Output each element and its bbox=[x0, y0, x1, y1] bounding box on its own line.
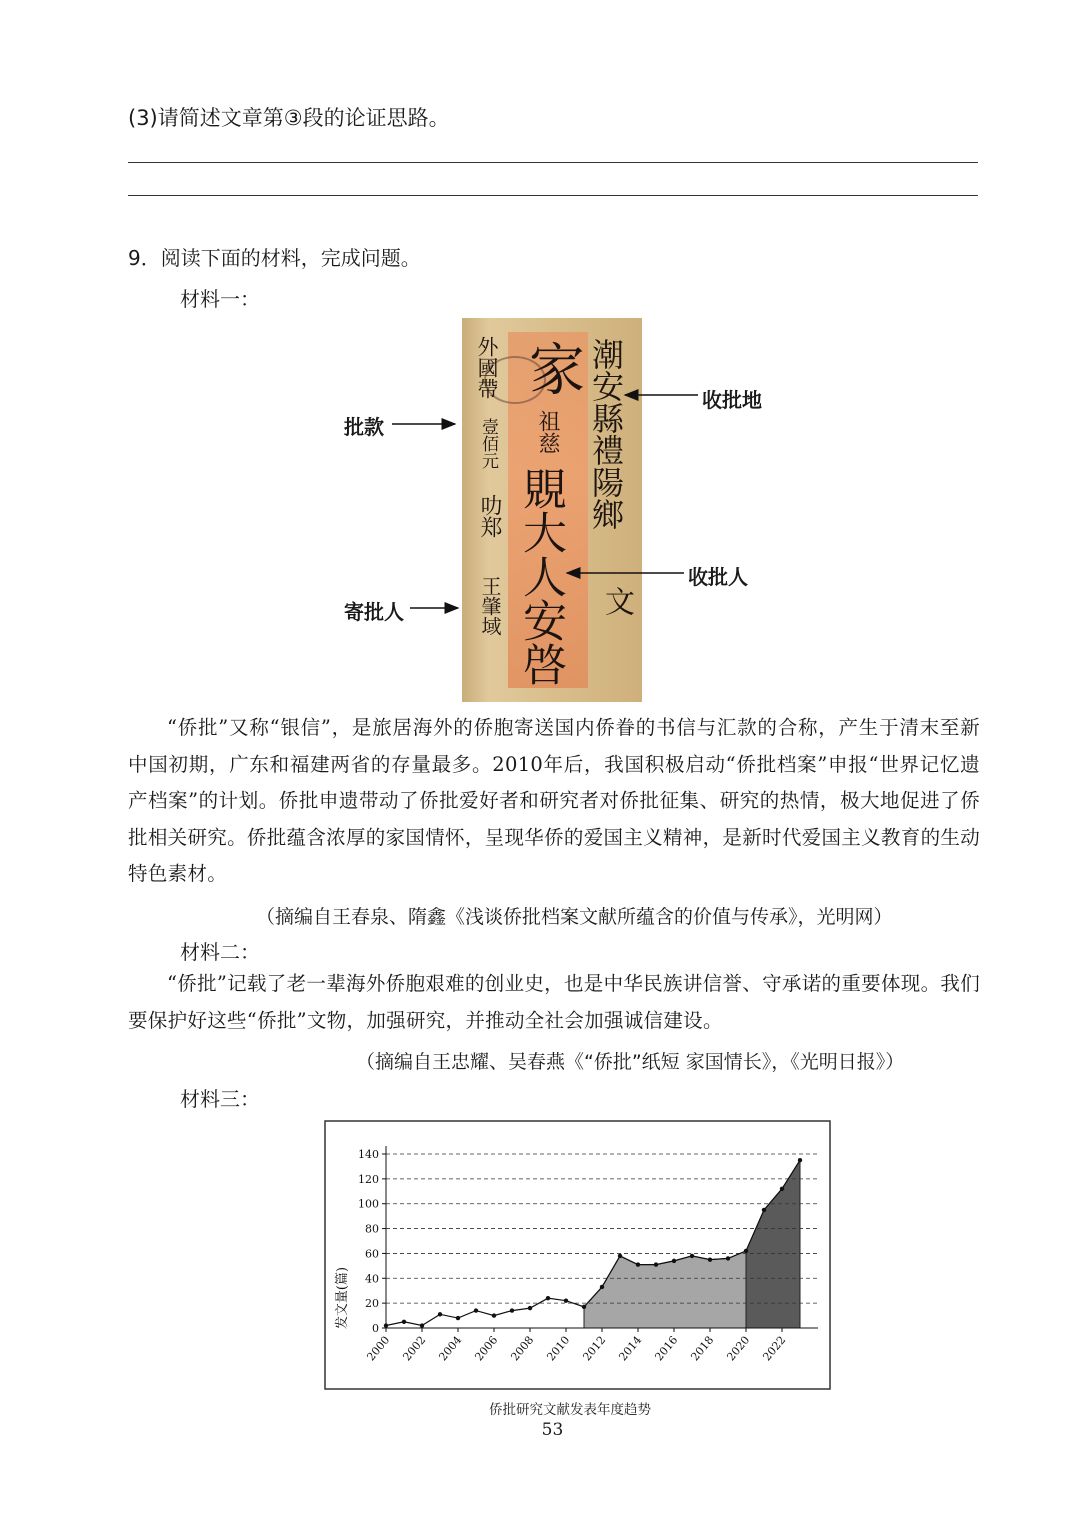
chart-xtick-label: 2010 bbox=[544, 1333, 573, 1364]
chart-data-point bbox=[582, 1305, 586, 1309]
chart-data-point bbox=[636, 1262, 640, 1266]
annotation-recipient: 收批人 bbox=[688, 565, 748, 589]
chart-data-point bbox=[546, 1296, 550, 1300]
chart-xtick-label: 2018 bbox=[688, 1333, 717, 1364]
chart-xtick-label: 2006 bbox=[472, 1333, 501, 1364]
question-3: (3)请简述文章第③段的论证思路。 bbox=[128, 106, 450, 130]
annotation-arrows bbox=[0, 0, 1080, 720]
chart-data-point bbox=[438, 1312, 442, 1316]
letter-col-left-amount: 壹佰元 bbox=[478, 418, 498, 469]
chart-data-point bbox=[456, 1316, 460, 1320]
material-2-text: “侨批”记载了老一辈海外侨胞艰难的创业史，也是中华民族讲信誉、守承诺的重要体现。我们要保护好这些“侨批”文物，加强研究，并推动全社会加强诚信建设。 bbox=[128, 972, 980, 1032]
letter-col-left-name: 王肇域 bbox=[478, 576, 502, 636]
material-2-source: （摘编自王忠耀、吴春燕《“侨批”纸短 家国情长》，《光明日报》） bbox=[356, 1051, 905, 1073]
chart-data-point bbox=[492, 1313, 496, 1317]
chart-data-point bbox=[600, 1285, 604, 1289]
chart-data-point bbox=[528, 1306, 532, 1310]
chart-data-point bbox=[744, 1249, 748, 1253]
material-2-paragraph bbox=[128, 966, 980, 1039]
chart-data-point bbox=[654, 1262, 658, 1266]
chart-data-point bbox=[474, 1308, 478, 1312]
annotation-remittance: 批款 bbox=[344, 415, 384, 439]
chart-xtick-label: 2022 bbox=[760, 1333, 789, 1364]
question-9: 9．阅读下面的材料，完成问题。 bbox=[128, 246, 421, 270]
chart-ytick-label: 80 bbox=[365, 1222, 379, 1236]
chart-data-point bbox=[510, 1308, 514, 1312]
annotation-sender: 寄批人 bbox=[344, 600, 404, 624]
chart-xtick-label: 2004 bbox=[436, 1333, 465, 1364]
letter-col-left-bottom: 叻郑 bbox=[477, 494, 502, 538]
chart-ytick-label: 140 bbox=[358, 1148, 379, 1161]
chart-xtick-label: 2016 bbox=[652, 1333, 681, 1364]
chart-xtick-label: 2014 bbox=[616, 1333, 645, 1364]
chart-data-point bbox=[402, 1320, 406, 1324]
chart-ytick-label: 100 bbox=[358, 1197, 379, 1211]
material-1-text: “侨批”又称“银信”，是旅居海外的侨胞寄送国内侨眷的书信与汇款的合称，产生于清末至新中国初期，广东和福建两省的存量最多。2010年后，我国积极启动“侨批档案”申报“世界记忆遗产档案”的计划。侨批申遗带动了侨批爱好者和研究者对侨批征集、研究的热情，极大地促进了侨批相关研究。侨批蕴含浓厚的家国情怀，呈现华侨的爱国主义精神，是新时代爱国主义教育的生动特色素材。 bbox=[128, 716, 980, 885]
chart-data-point bbox=[564, 1298, 568, 1302]
material-1-label: 材料一： bbox=[180, 287, 260, 311]
chart-caption: 侨批研究文献发表年度趋势 bbox=[489, 1402, 651, 1418]
material-3-label: 材料三： bbox=[180, 1087, 260, 1111]
chart-ytick-label: 0 bbox=[372, 1322, 379, 1335]
chart-data-point bbox=[384, 1323, 388, 1327]
chart-data-point bbox=[420, 1323, 424, 1327]
chart-data-point bbox=[762, 1208, 766, 1212]
material-1-paragraph bbox=[128, 710, 980, 893]
chart-ylabel: 发文量(篇) bbox=[335, 1266, 350, 1330]
chart-ytick-label: 20 bbox=[365, 1297, 379, 1311]
letter-col-right-end: 文 bbox=[599, 586, 634, 616]
chart-xtick-label: 2012 bbox=[580, 1333, 609, 1364]
chart-xtick-label: 2008 bbox=[508, 1333, 537, 1364]
page-number: 53 bbox=[541, 1420, 564, 1440]
letter-col-center-main: 覞大人安啓 bbox=[515, 466, 566, 686]
chart-ytick-label: 40 bbox=[365, 1272, 379, 1286]
chart-data-point bbox=[708, 1257, 712, 1261]
chart-ytick-label: 60 bbox=[365, 1247, 379, 1261]
chart-data-point bbox=[798, 1158, 802, 1162]
letter-col-center-big: 家 bbox=[520, 340, 585, 396]
letter-col-left-top: 外國帶 bbox=[475, 336, 499, 399]
letter-col-right: 潮安縣禮陽鄉 bbox=[587, 338, 625, 530]
material-2-label: 材料二： bbox=[180, 940, 260, 964]
annotation-origin: 收批地 bbox=[702, 388, 762, 412]
chart-xtick-label: 2020 bbox=[724, 1333, 753, 1364]
trend-chart bbox=[324, 1120, 832, 1390]
chart-data-point bbox=[618, 1254, 622, 1258]
chart-data-point bbox=[672, 1259, 676, 1263]
letter-col-center-small: 祖慈 bbox=[535, 410, 560, 454]
chart-xtick-label: 2000 bbox=[364, 1333, 393, 1364]
chart-data-point bbox=[690, 1254, 694, 1258]
chart-data-point bbox=[780, 1187, 784, 1191]
material-1-source: （摘编自王春泉、隋鑫《浅谈侨批档案文献所蕴含的价值与传承》，光明网） bbox=[256, 906, 893, 928]
chart-xtick-label: 2002 bbox=[400, 1333, 429, 1364]
chart-ytick-label: 120 bbox=[358, 1172, 379, 1186]
chart-data-point bbox=[726, 1256, 730, 1260]
